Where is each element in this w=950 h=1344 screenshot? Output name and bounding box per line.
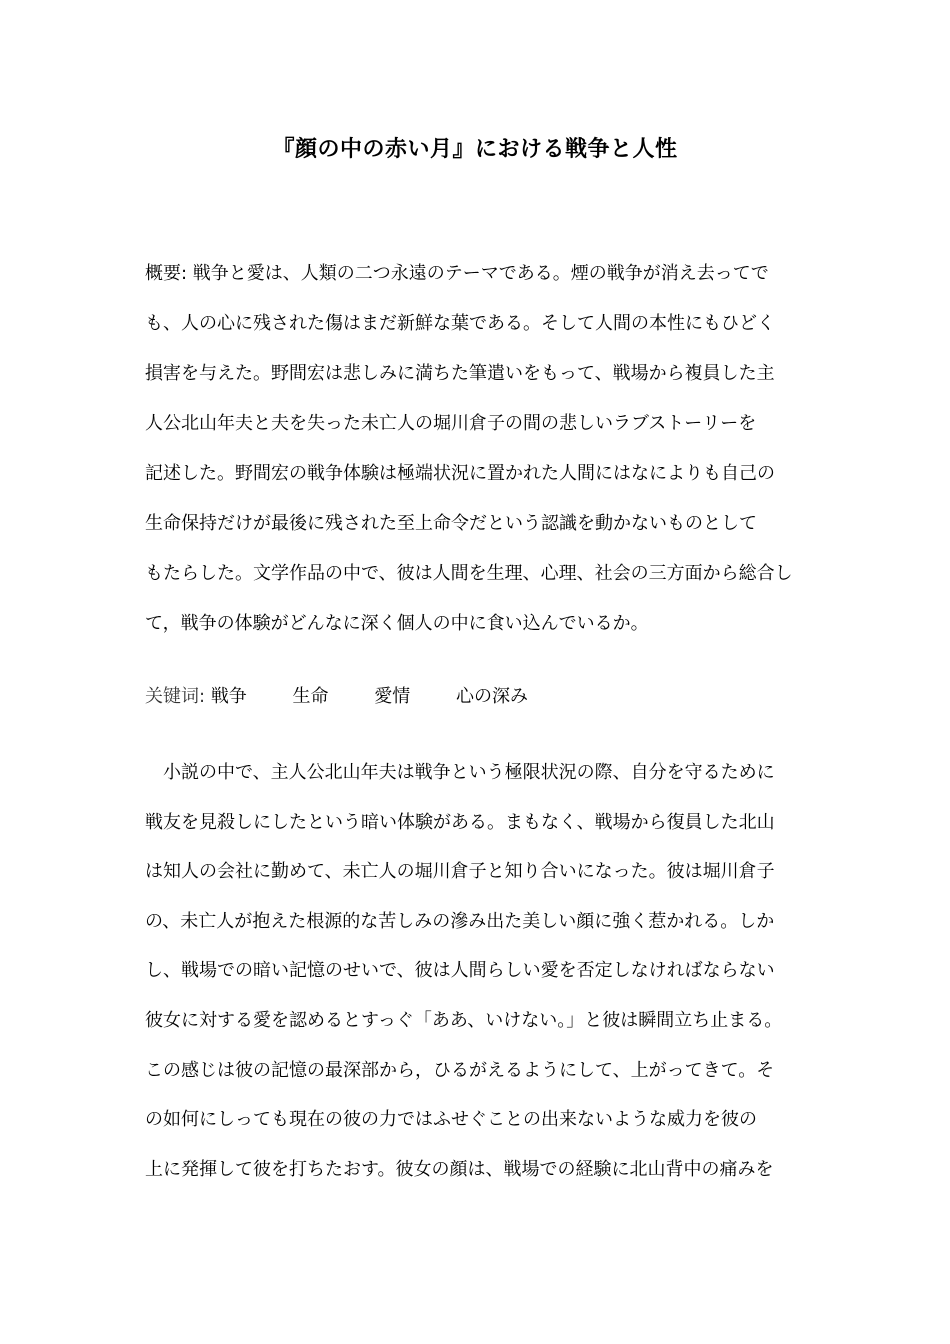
body-line: の如何にしっても現在の彼の力ではふせぐことの出来ないような威力を彼の <box>145 1109 757 1130</box>
body-line: 彼女に対する愛を認めるとすっぐ「ああ、いけない。」と彼は瞬間立ち止まる。 <box>145 1010 783 1031</box>
keyword-item: 生命 <box>292 686 329 707</box>
abstract-line: も、人の心に残された傷はまだ新鮮な葉である。そして人間の本性にもひどく <box>145 313 775 334</box>
abstract-line: て，戦争の体験がどんなに深く個人の中に食い込んでいるか。 <box>145 613 649 634</box>
body-line: の、未亡人が抱えた根源的な苦しみの滲み出た美しい顔に強く惹かれる。しか <box>145 911 775 932</box>
keyword-item: 戦争 <box>210 686 247 707</box>
body-line: 戦友を見殺しにしたという暗い体験がある。まもなく、戦場から復員した北山 <box>145 812 775 833</box>
body-line: 上に発揮して彼を打ちたおす。彼女の顔は、戦場での経験に北山背中の痛みを <box>145 1159 774 1180</box>
abstract-line: 記述した。野間宏の戦争体験は極端状況に置かれた人間にはなによりも自己の <box>145 463 775 484</box>
abstract-line: 生命保持だけが最後に残された至上命令だという認識を動かないものとして <box>145 513 757 534</box>
keywords <box>145 682 568 712</box>
body-line: は知人の会社に勤めて、未亡人の堀川倉子と知り合いになった。彼は堀川倉子 <box>145 861 775 882</box>
abstract-line: 損害を与えた。野間宏は悲しみに満ちた筆遣いをもって、戦場から複員した主 <box>145 363 775 384</box>
abstract-line: もたらした。文学作品の中で、彼は人間を生理、心理、社会の三方面から総合し <box>145 563 793 584</box>
keyword-item: 心の深み <box>456 686 529 707</box>
paper-title: 『顔の中の赤い月』における戦争と人性 <box>272 137 678 162</box>
body-line: 小説の中で、主人公北山年夫は戦争という極限状況の際、自分を守るために <box>145 762 775 783</box>
body-line: この感じは彼の記憶の最深部から，ひるがえるようにして、上がってきて。そ <box>145 1060 775 1081</box>
keywords-label: 关键词: <box>145 686 206 707</box>
abstract-line: 人公北山年夫と夫を失った未亡人の堀川倉子の間の悲しいラブストーリーを <box>145 413 757 434</box>
keyword-item: 愛情 <box>374 686 411 707</box>
body-line: し、戦場での暗い記憶のせいで、彼は人間らしい愛を否定しなければならない <box>145 960 775 981</box>
abstract-line: 概要: 戦争と愛は、人類の二つ永遠のテーマである。煙の戦争が消え去ってで <box>145 263 769 284</box>
